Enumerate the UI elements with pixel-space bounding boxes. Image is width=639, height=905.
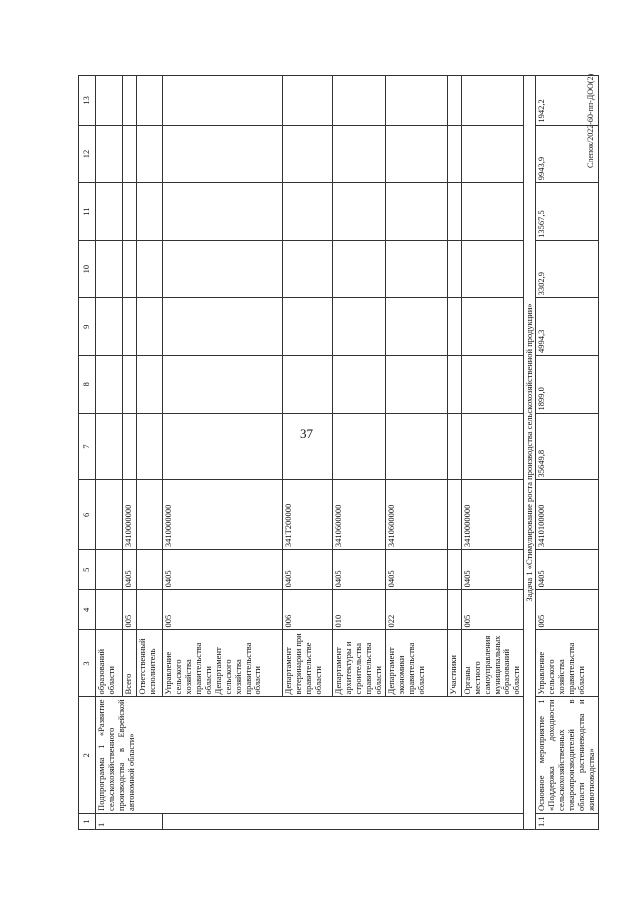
executor-cell: Департамент архитектуры и строительства правительства области bbox=[333, 630, 386, 697]
rzpr-cell bbox=[137, 550, 163, 590]
csr-cell: 341Т200000 bbox=[283, 480, 333, 550]
csr-cell: 3410000000 bbox=[461, 480, 524, 550]
rzpr-cell bbox=[447, 550, 461, 590]
grbs-cell: 005 bbox=[536, 590, 599, 630]
column-number: 1 bbox=[79, 813, 96, 829]
value-cell: 35649,8 bbox=[536, 413, 599, 480]
csr-cell: 3410000000 bbox=[123, 480, 137, 550]
column-number: 12 bbox=[79, 125, 96, 183]
column-number: 9 bbox=[79, 298, 96, 356]
executor-cell: Всего bbox=[123, 630, 137, 697]
rzpr-cell: 0405 bbox=[123, 550, 137, 590]
executor-cell: Участники bbox=[447, 630, 461, 697]
executor-cell: Департамент ветеринарии при правительстве области bbox=[283, 630, 333, 697]
subprogram-number: 1 bbox=[96, 813, 163, 829]
column-number: 2 bbox=[79, 697, 96, 814]
page-number: 37 bbox=[300, 426, 313, 441]
rzpr-cell: 0405 bbox=[283, 550, 333, 590]
csr-cell: 3410600000 bbox=[333, 480, 386, 550]
table-row bbox=[536, 76, 599, 830]
rzpr-cell: 0405 bbox=[163, 550, 283, 590]
rzpr-cell: 0405 bbox=[536, 550, 599, 590]
executor-cell: Департамент экономики правительства области bbox=[385, 630, 447, 697]
value-cell: 1942,2 bbox=[536, 76, 599, 126]
csr-cell bbox=[447, 480, 461, 550]
task-row bbox=[524, 76, 536, 830]
rzpr-cell: 0405 bbox=[333, 550, 386, 590]
table-row bbox=[96, 76, 123, 830]
column-number: 10 bbox=[79, 240, 96, 298]
grbs-cell: 022 bbox=[385, 590, 447, 630]
value-cell: 9943,9 bbox=[536, 125, 599, 183]
executor-cell: образований области bbox=[96, 630, 123, 697]
column-number: 13 bbox=[79, 76, 96, 126]
grbs-cell: 005 bbox=[123, 590, 137, 630]
csr-cell: 3410600000 bbox=[385, 480, 447, 550]
executor-cell: Управление сельского хозяйства правительства области Департамент сельского хозяйства правительства области bbox=[163, 630, 283, 697]
column-number: 11 bbox=[79, 183, 96, 241]
value-cell: 3302,9 bbox=[536, 240, 599, 298]
subprogram-title: Подпрограмма 1 «Развитие сельскохозяйственного производства в Еврейской автономной области» bbox=[96, 697, 524, 814]
rzpr-cell bbox=[96, 550, 123, 590]
column-number: 6 bbox=[79, 480, 96, 550]
task-title: Задача 1 «Стимулирование роста производства сельскохозяйственной продукции» bbox=[524, 76, 536, 830]
executor-cell: Ответственный исполнитель bbox=[137, 630, 163, 697]
column-number-row bbox=[79, 76, 96, 830]
csr-cell: 3410000000 bbox=[163, 480, 283, 550]
measure-number: 1.1 bbox=[536, 813, 599, 829]
grbs-cell bbox=[137, 590, 163, 630]
grbs-cell: 006 bbox=[283, 590, 333, 630]
footer-note: Слепок/2022-60-пп-ДОО(2) bbox=[586, 73, 595, 168]
value-cell: 4994,3 bbox=[536, 298, 599, 356]
rzpr-cell: 0405 bbox=[461, 550, 524, 590]
column-number: 8 bbox=[79, 355, 96, 413]
grbs-cell: 010 bbox=[333, 590, 386, 630]
measure-title: Основное мероприятие 1 «Поддержка доходности сельскохозяйственных товаропроизводителей в области растениеводства и животноводства» bbox=[536, 697, 599, 814]
csr-cell bbox=[96, 480, 123, 550]
csr-cell bbox=[137, 480, 163, 550]
value-cell: 1899,0 bbox=[536, 355, 599, 413]
grbs-cell bbox=[447, 590, 461, 630]
grbs-cell: 005 bbox=[163, 590, 283, 630]
value-cell: 13567,5 bbox=[536, 183, 599, 241]
executor-cell: Управление сельского хозяйства правительства области bbox=[536, 630, 599, 697]
budget-table bbox=[78, 75, 599, 830]
grbs-cell bbox=[96, 590, 123, 630]
csr-cell: 3410100000 bbox=[536, 480, 599, 550]
rzpr-cell: 0405 bbox=[385, 550, 447, 590]
column-number: 7 bbox=[79, 413, 96, 480]
column-number: 5 bbox=[79, 550, 96, 590]
column-number: 3 bbox=[79, 630, 96, 697]
executor-cell: Органы местного самоуправления муниципальных образований области bbox=[461, 630, 524, 697]
grbs-cell: 005 bbox=[461, 590, 524, 630]
column-number: 4 bbox=[79, 590, 96, 630]
